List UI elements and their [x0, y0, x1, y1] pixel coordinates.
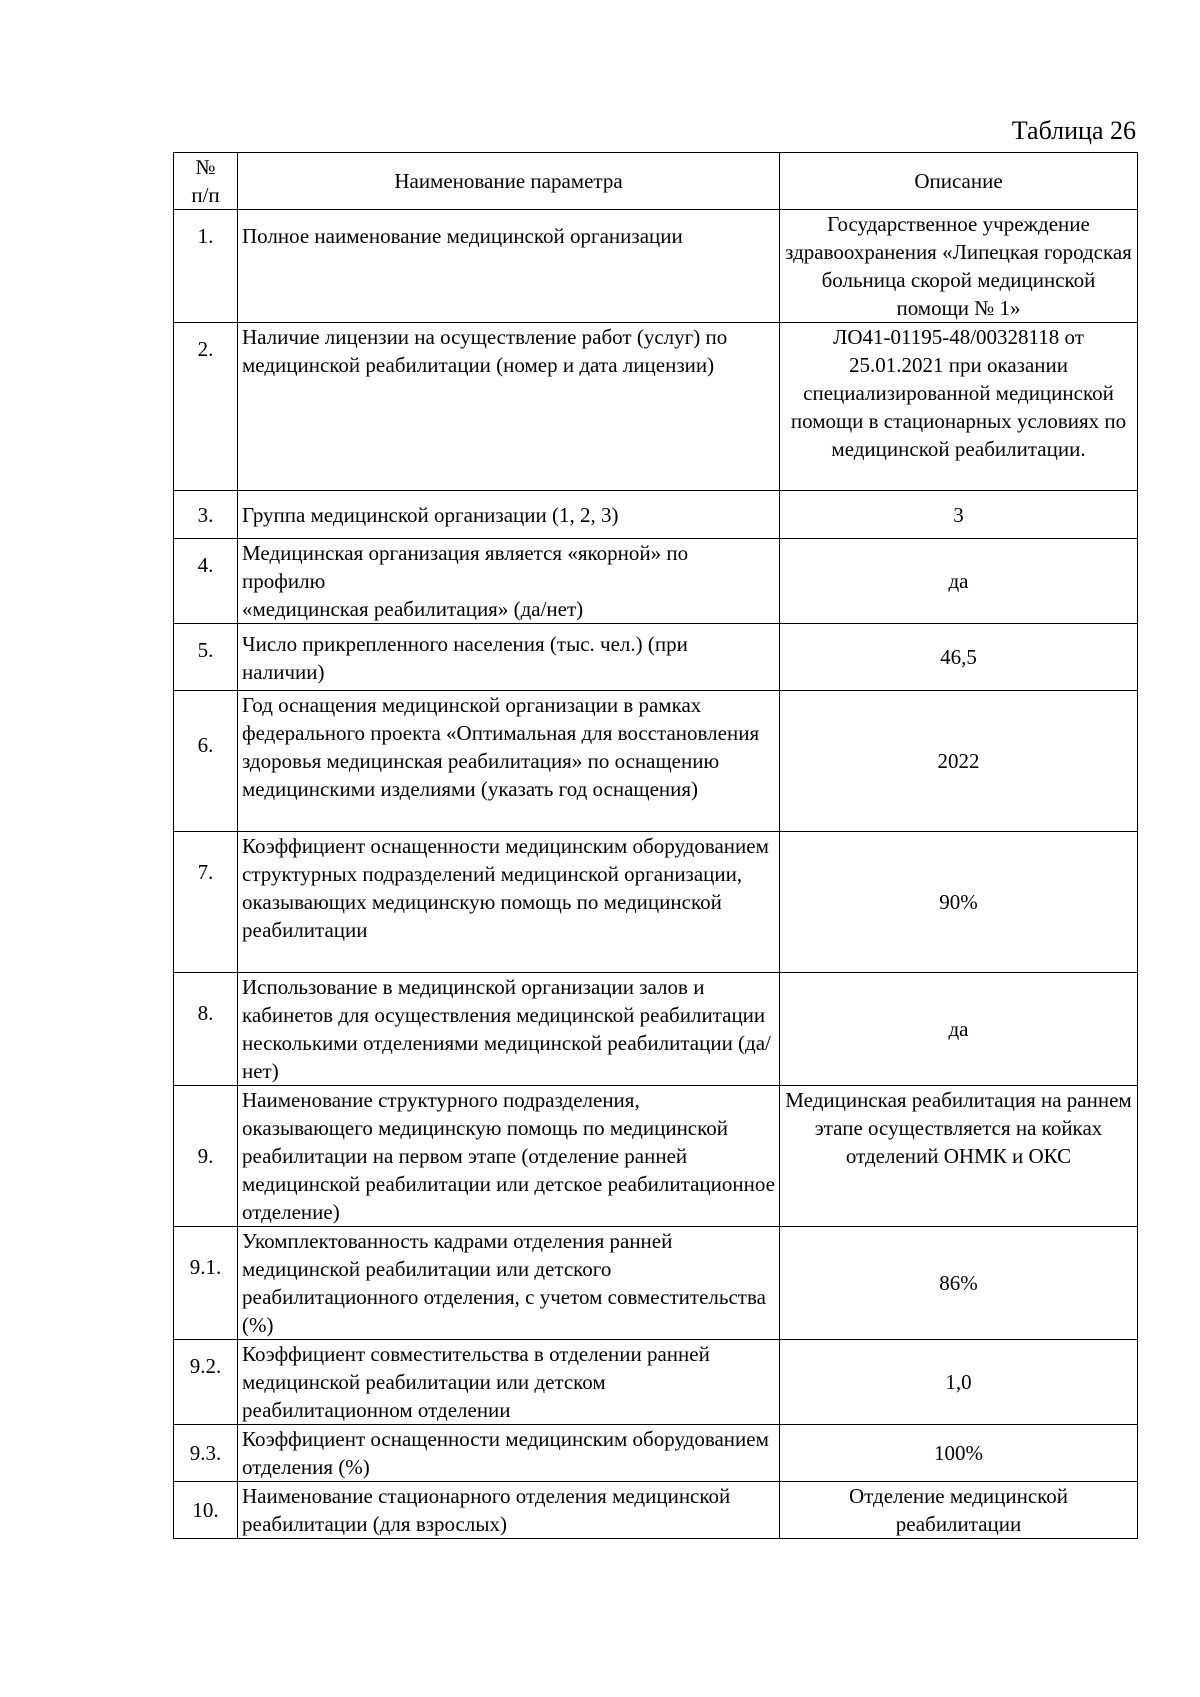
row-parameter: Наименование стационарного отделения медицинской реабилитации (для взрослых) [238, 1482, 780, 1539]
row-description: Медицинская реабилитация на раннем этапе осуществляется на койках отделений ОНМК и ОКС [780, 1086, 1138, 1227]
row-number: 9.1. [174, 1227, 238, 1340]
parameters-table [173, 152, 1138, 1539]
row-number: 4. [174, 539, 238, 624]
table-row [174, 691, 1138, 832]
row-description: да [780, 973, 1138, 1086]
row-parameter: Укомплектованность кадрами отделения ранней медицинской реабилитации или детского реабилитационного отделения, с учетом совместительства (%) [238, 1227, 780, 1340]
header-row [174, 153, 1138, 210]
row-parameter: Коэффициент совместительства в отделении ранней медицинской реабилитации или детском реабилитационном отделении [238, 1340, 780, 1425]
table-row [174, 1482, 1138, 1539]
row-description: 1,0 [780, 1340, 1138, 1425]
row-description: 86% [780, 1227, 1138, 1340]
row-parameter: Группа медицинской организации (1, 2, 3) [238, 491, 780, 539]
row-parameter: Год оснащения медицинской организации в рамках федерального проекта «Оптимальная для восстановления здоровья медицинская реабилитация» по оснащению медицинскими изделиями (указать год оснащения) [238, 691, 780, 832]
header-number: № п/п [174, 153, 238, 210]
row-parameter: Коэффициент оснащенности медицинским оборудованием отделения (%) [238, 1425, 780, 1482]
row-number: 9.3. [174, 1425, 238, 1482]
table-row [174, 539, 1138, 624]
header-parameter-name: Наименование параметра [238, 153, 780, 210]
table-row [174, 323, 1138, 491]
row-parameter: Полное наименование медицинской организации [238, 210, 780, 323]
table-row [174, 1425, 1138, 1482]
row-description: Отделение медицинской реабилитации [780, 1482, 1138, 1539]
header-description: Описание [780, 153, 1138, 210]
row-parameter: Медицинская организация является «якорной» по профилю «медицинская реабилитация» (да/нет) [238, 539, 780, 624]
row-parameter: Коэффициент оснащенности медицинским оборудованием структурных подразделений медицинской организации, оказывающих медицинскую помощь по медицинской реабилитации [238, 832, 780, 973]
row-description: 2022 [780, 691, 1138, 832]
row-number: 7. [174, 832, 238, 973]
table-row [174, 832, 1138, 973]
row-parameter: Наименование структурного подразделения, оказывающего медицинскую помощь по медицинской реабилитации на первом этапе (отделение ранней медицинской реабилитации или детское реабилитационное отделение) [238, 1086, 780, 1227]
table-row [174, 1227, 1138, 1340]
row-number: 5. [174, 624, 238, 691]
row-number: 6. [174, 691, 238, 832]
row-number: 9. [174, 1086, 238, 1227]
row-number: 10. [174, 1482, 238, 1539]
row-parameter: Использование в медицинской организации залов и кабинетов для осуществления медицинской реабилитации несколькими отделениями медицинской реабилитации (да/нет) [238, 973, 780, 1086]
row-number: 3. [174, 491, 238, 539]
table-row [174, 491, 1138, 539]
row-description: да [780, 539, 1138, 624]
row-number: 8. [174, 973, 238, 1086]
row-description: Государственное учреждение здравоохранения «Липецкая городская больница скорой медицинской помощи № 1» [780, 210, 1138, 323]
row-parameter: Число прикрепленного населения (тыс. чел.) (при наличии) [238, 624, 780, 691]
row-parameter: Наличие лицензии на осуществление работ (услуг) по медицинской реабилитации (номер и дата лицензии) [238, 323, 780, 491]
row-number: 2. [174, 323, 238, 491]
table-row [174, 973, 1138, 1086]
row-description: 100% [780, 1425, 1138, 1482]
row-description: 46,5 [780, 624, 1138, 691]
table-row [174, 1086, 1138, 1227]
table-row [174, 210, 1138, 323]
row-description: ЛО41-01195-48/00328118 от 25.01.2021 при оказании специализированной медицинской помощи в стационарных условиях по медицинской реабилитации. [780, 323, 1138, 491]
row-description: 90% [780, 832, 1138, 973]
row-number: 9.2. [174, 1340, 238, 1425]
row-description: 3 [780, 491, 1138, 539]
table-row [174, 624, 1138, 691]
table-caption: Таблица 26 [1011, 116, 1136, 145]
row-number: 1. [174, 210, 238, 323]
table-row [174, 1340, 1138, 1425]
